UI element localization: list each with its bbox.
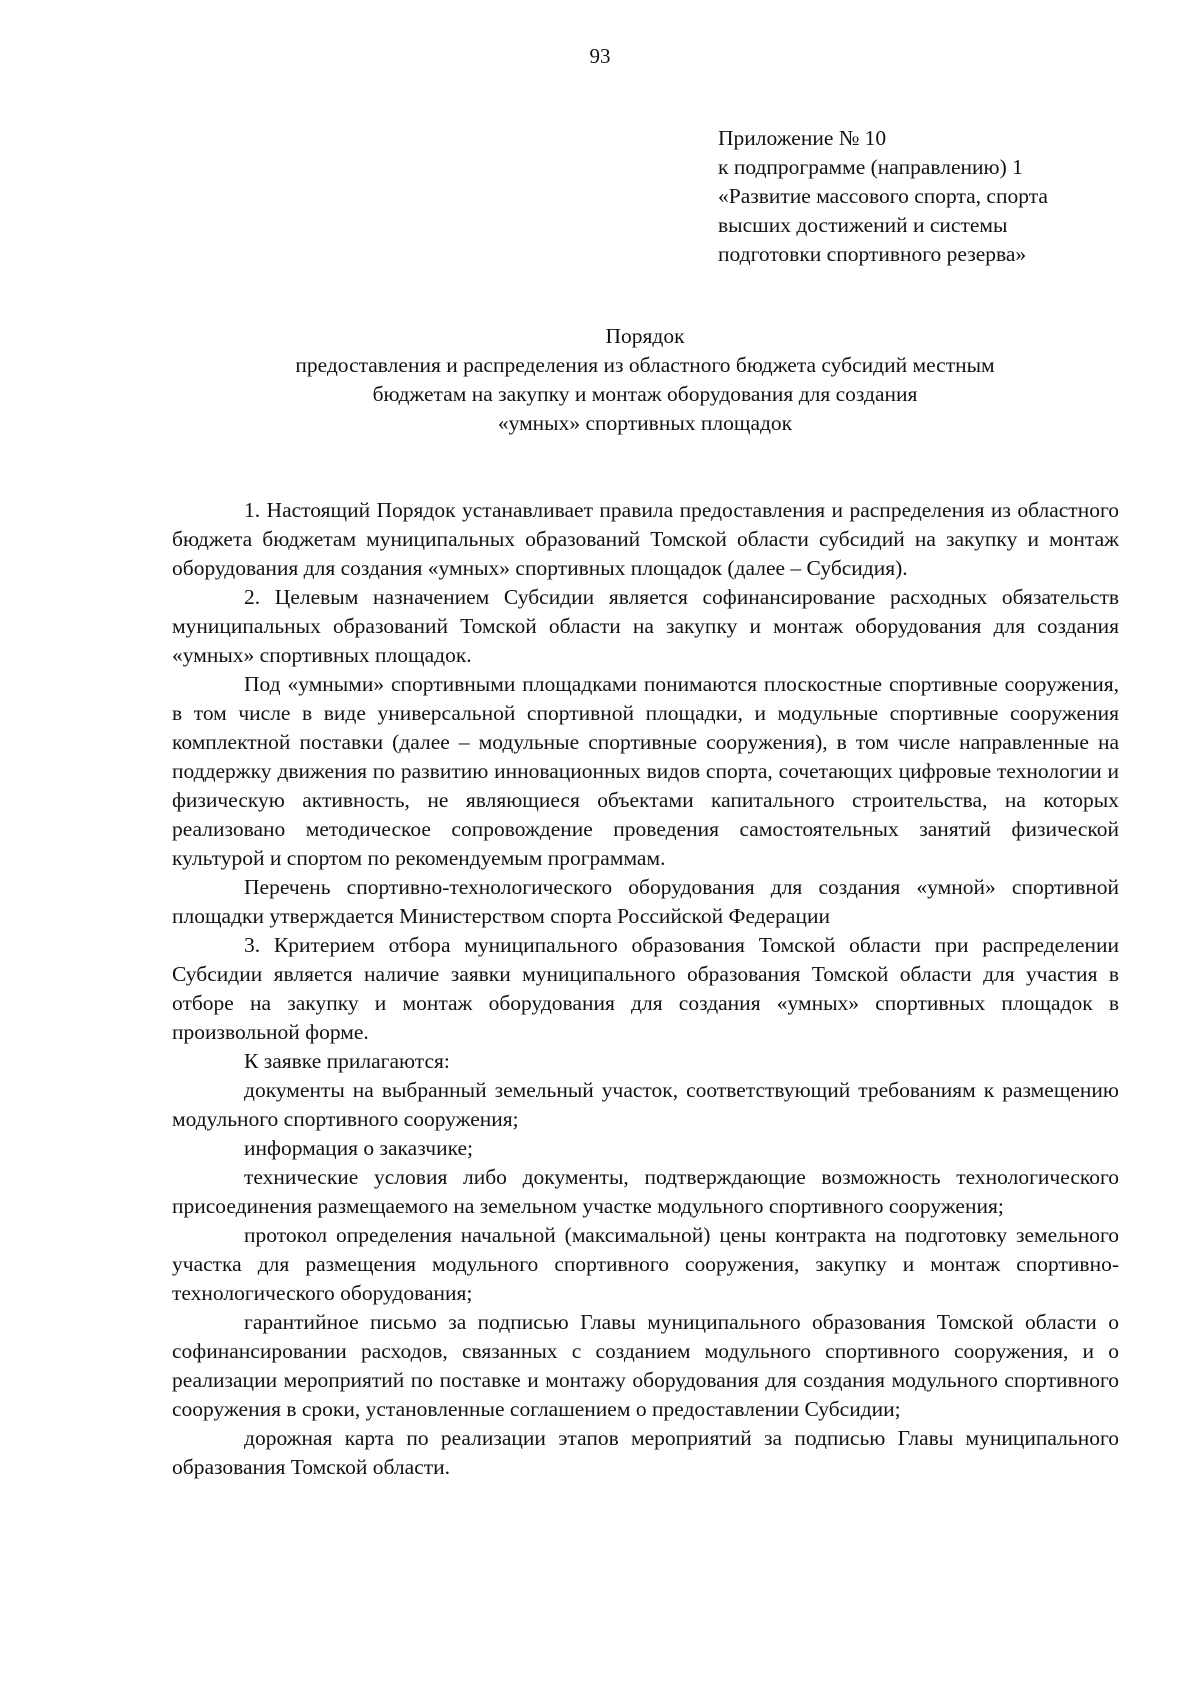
attachment-item: информация о заказчике; <box>244 1136 474 1160</box>
title-line: «умных» спортивных площадок <box>497 411 793 435</box>
paragraph-2: 2. Целевым назначением Субсидии является софинансирование расходных обязательств муниципальных образований Томской области на закупку и монтаж оборудования для создания «умных» спортивных площадок. <box>172 585 1119 667</box>
document-title <box>170 322 1120 438</box>
title-line: Порядок <box>605 324 685 348</box>
appendix-line: подготовки спортивного резерва» <box>718 242 1027 266</box>
attachment-item: гарантийное письмо за подписью Главы муниципального образования Томской области о софинансировании расходов, связанных с созданием модульного спортивного сооружения, и о реализации мероприятий по поставке и монтажу оборудования для создания модульного спортивного сооружения в сроки, установленные соглашением о предоставлении Субсидии; <box>172 1310 1119 1421</box>
title-line: предоставления и распределения из областного бюджета субсидий местным <box>295 353 995 377</box>
appendix-line: высших достижений и системы <box>718 213 1008 237</box>
paragraph-1: 1. Настоящий Порядок устанавливает правила предоставления и распределения из областного бюджета бюджетам муниципальных образований Томской области субсидий на закупку и монтаж оборудования для создания «умных» спортивных площадок (далее – Субсидия). <box>172 498 1119 580</box>
attachment-item: дорожная карта по реализации этапов мероприятий за подписью Главы муниципального образования Томской области. <box>172 1426 1119 1479</box>
paragraph-attachments-intro: К заявке прилагаются: <box>244 1049 450 1073</box>
page-number: 93 <box>589 44 611 68</box>
appendix-line: «Развитие массового спорта, спорта <box>718 184 1048 208</box>
title-line: бюджетам на закупку и монтаж оборудования для создания <box>372 382 918 406</box>
paragraph-smart-definition: Под «умными» спортивными площадками понимаются плоскостные спортивные сооружения, в том числе в виде универсальной спортивной площадки, и модульные спортивные сооружения комплектной поставки (далее – модульные спортивные сооружения), в том числе направленные на поддержку движения по развитию инновационных видов спорта, сочетающих цифровые технологии и физическую активность, не являющиеся объектами капитального строительства, на которых реализовано методическое сопровождение проведения самостоятельных занятий физической культурой и спортом по рекомендуемым программам. <box>172 672 1119 870</box>
paragraph-equipment-list: Перечень спортивно-технологического оборудования для создания «умной» спортивной площадки утверждается Министерством спорта Российской Федерации <box>172 875 1119 928</box>
appendix-line: к подпрограмме (направлению) 1 <box>718 155 1023 179</box>
attachment-item: документы на выбранный земельный участок, соответствующий требованиям к размещению модульного спортивного сооружения; <box>172 1078 1119 1131</box>
attachment-item: технические условия либо документы, подтверждающие возможность технологического присоединения размещаемого на земельном участке модульного спортивного сооружения; <box>172 1165 1119 1218</box>
document-body <box>172 496 1119 1482</box>
appendix-header <box>718 124 1138 269</box>
paragraph-3: 3. Критерием отбора муниципального образования Томской области при распределении Субсидии является наличие заявки муниципального образования Томской области для участия в отборе на закупку и монтаж оборудования для создания «умных» спортивных площадок в произвольной форме. <box>172 933 1119 1044</box>
attachment-item: протокол определения начальной (максимальной) цены контракта на подготовку земельного участка для размещения модульного спортивного сооружения, закупку и монтаж спортивно-технологического оборудования; <box>172 1223 1119 1305</box>
appendix-line: Приложение № 10 <box>718 126 887 150</box>
